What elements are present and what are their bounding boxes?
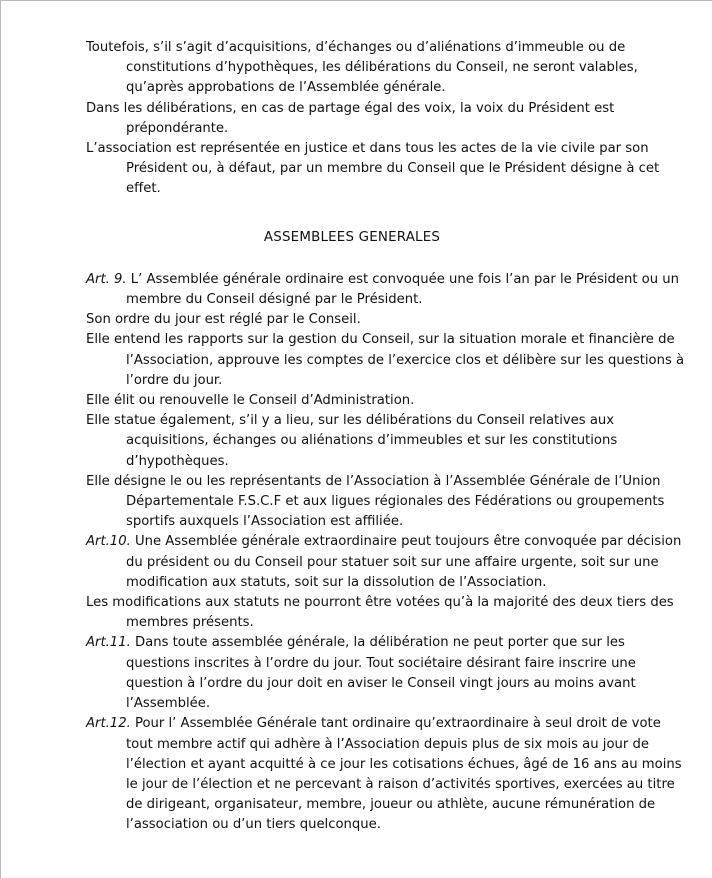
- paragraph-acquisitions: Toutefois, s’il s’agit d’acquisitions, d’échanges ou d’aliénations d’immeuble ou de constitutions d’hypothèques, les délibérations du Conseil, ne seront valables, qu’après approbations de l’Assemblée générale.: [86, 40, 638, 96]
- article-12-text: Pour l’ Assemblée Générale tant ordinaire qu’extraordinaire à seul droit de vote tout membre actif qui adhère à l’Association depuis plus de six mois au jour de l’élection et ayant acquitté à ce jour les cotisations échues, âgé de 16 ans au moins le jour de l’élection et ne percevant à raison d’activités sportives, exercées au titre de dirigeant, organisateur, membre, joueur ou athlète, aucune rémunération de l’association ou d’un tiers quelconque.: [126, 716, 682, 833]
- article-12: [86, 714, 686, 835]
- article-9-label: Art. 9.: [86, 271, 127, 287]
- article-11-text: Dans toute assemblée générale, la délibération ne peut porter que sur les questions inscrites à l’ordre du jour. Tout sociétaire désirant faire inscrire une question à l’ordre du jour doit en aviser le Conseil vingt jours au moins avant l’Assemblée.: [126, 635, 636, 712]
- paragraph-rules-deliberations: Elle statue également, s’il y a lieu, sur les délibérations du Conseil relatives aux acquisitions, échanges ou aliénations d’immeubles et sur les constitutions d’hypothèques.: [86, 413, 618, 469]
- article-9-text: L’ Assemblée générale ordinaire est convoquée une fois l’an par le Président ou un membre du Conseil désigné par le Président.: [126, 271, 680, 308]
- article-11-label: Art.11.: [86, 635, 131, 651]
- document-body: [86, 38, 686, 836]
- paragraph-representatives: Elle désigne le ou les représentants de l’Association à l’Assemblée Générale de l’Union Départementale F.S.C.F et aux ligues régionales des Fédérations ou groupements sportifs auxquels l’Association est affiliée.: [86, 473, 665, 530]
- article-9: [86, 270, 686, 310]
- section-heading: ASSEMBLEES GENERALES: [263, 229, 441, 245]
- article-10-text: Une Assemblée générale extraordinaire peut toujours être convoquée par décision du président ou du Conseil pour statuer soit sur une affaire urgente, soit sur une modification aux statuts, soit sur la dissolution de l’Association.: [126, 534, 682, 590]
- article-11: [86, 633, 686, 714]
- paragraph-representation: L’association est représentée en justice et dans tous les actes de la vie civile par son Président ou, à défaut, par un membre du Conseil que le Président désigne à cet effet.: [86, 141, 660, 197]
- paragraph-voting-tie: Dans les délibérations, en cas de partage égal des voix, la voix du Président est prépondérante.: [86, 100, 615, 136]
- paragraph-reports: Elle entend les rapports sur la gestion du Conseil, sur la situation morale et financière de l’Association, approuve les comptes de l’exercice clos et délibère sur les questions à l’ordre du jour.: [86, 332, 685, 388]
- paragraph-agenda: Son ordre du jour est réglé par le Conseil.: [86, 312, 361, 328]
- paragraph-statute-modifications: Les modifications aux statuts ne pourront être votées qu’à la majorité des deux tiers des membres présents.: [86, 595, 674, 631]
- article-12-label: Art.12.: [86, 716, 131, 732]
- paragraph-elects-council: Elle élit ou renouvelle le Conseil d’Administration.: [86, 393, 415, 409]
- article-10-label: Art.10.: [86, 534, 131, 550]
- article-10: [86, 532, 686, 593]
